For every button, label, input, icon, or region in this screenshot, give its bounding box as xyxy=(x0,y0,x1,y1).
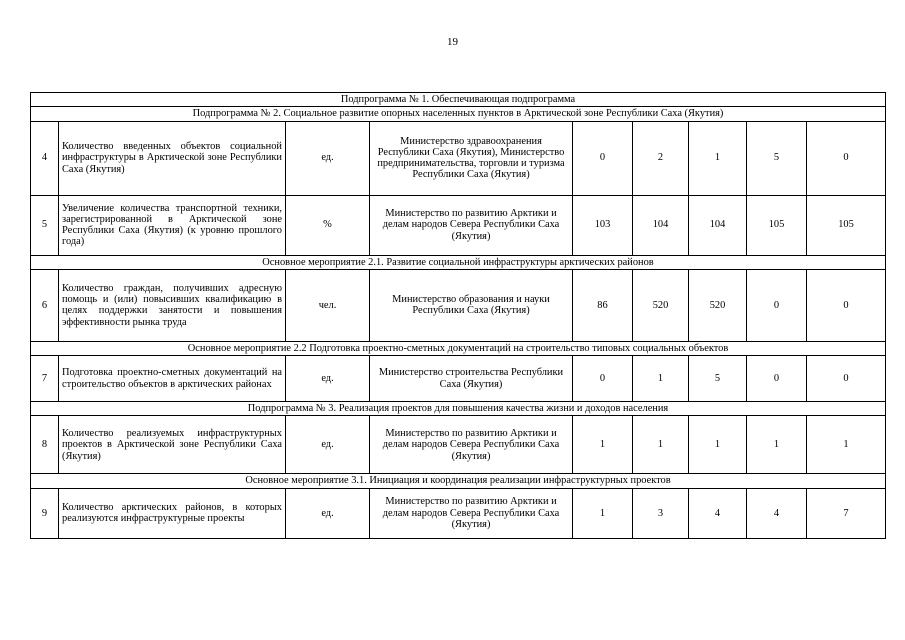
responsible-ministry: Министерство по развитию Арктики и делам народов Севера Республики Саха (Якутия) xyxy=(370,416,573,474)
value-col-5: 1 xyxy=(807,416,886,474)
value-col-4: 5 xyxy=(747,121,807,195)
responsible-ministry: Министерство строительства Республики Саха (Якутия) xyxy=(370,356,573,402)
section-row xyxy=(31,255,886,269)
table-row xyxy=(31,269,886,341)
value-col-2: 104 xyxy=(633,195,689,255)
table-row xyxy=(31,356,886,402)
unit-of-measure: ед. xyxy=(286,416,370,474)
indicator-name: Количество граждан, получивших адресную помощь и (или) повысивших квалификацию в целях поддержки занятости и повышения эффективности рынка труда xyxy=(59,269,286,341)
value-col-4: 0 xyxy=(747,356,807,402)
value-col-3: 1 xyxy=(689,121,747,195)
indicator-name: Количество реализуемых инфраструктурных проектов в Арктической зоне Республики Саха (Якутия) xyxy=(59,416,286,474)
unit-of-measure: ед. xyxy=(286,121,370,195)
value-col-2: 2 xyxy=(633,121,689,195)
value-col-5: 105 xyxy=(807,195,886,255)
table-row xyxy=(31,121,886,195)
section-title: Подпрограмма № 3. Реализация проектов для повышения качества жизни и доходов населения xyxy=(31,402,886,416)
page-number: 19 xyxy=(447,36,458,48)
row-number: 8 xyxy=(31,416,59,474)
table-row xyxy=(31,488,886,538)
value-col-1: 103 xyxy=(573,195,633,255)
value-col-1: 0 xyxy=(573,356,633,402)
unit-of-measure: ед. xyxy=(286,488,370,538)
responsible-ministry: Министерство по развитию Арктики и делам народов Севера Республики Саха (Якутия) xyxy=(370,488,573,538)
section-title: Основное мероприятие 3.1. Инициация и координация реализации инфраструктурных проектов xyxy=(31,474,886,488)
value-col-4: 0 xyxy=(747,269,807,341)
indicators-table xyxy=(30,92,886,539)
section-title: Подпрограмма № 2. Социальное развитие опорных населенных пунктов в Арктической зоне Республики Саха (Якутия) xyxy=(31,107,886,121)
value-col-4: 1 xyxy=(747,416,807,474)
row-number: 9 xyxy=(31,488,59,538)
row-number: 7 xyxy=(31,356,59,402)
value-col-2: 3 xyxy=(633,488,689,538)
value-col-2: 1 xyxy=(633,356,689,402)
value-col-3: 520 xyxy=(689,269,747,341)
row-number: 6 xyxy=(31,269,59,341)
section-row xyxy=(31,93,886,107)
value-col-3: 1 xyxy=(689,416,747,474)
unit-of-measure: ед. xyxy=(286,356,370,402)
table-row xyxy=(31,195,886,255)
section-title: Основное мероприятие 2.1. Развитие социальной инфраструктуры арктических районов xyxy=(31,255,886,269)
table-row xyxy=(31,416,886,474)
unit-of-measure: чел. xyxy=(286,269,370,341)
value-col-2: 1 xyxy=(633,416,689,474)
row-number: 4 xyxy=(31,121,59,195)
section-row xyxy=(31,474,886,488)
value-col-4: 105 xyxy=(747,195,807,255)
value-col-4: 4 xyxy=(747,488,807,538)
value-col-1: 1 xyxy=(573,488,633,538)
section-title: Подпрограмма № 1. Обеспечивающая подпрограмма xyxy=(31,93,886,107)
value-col-1: 1 xyxy=(573,416,633,474)
indicator-name: Подготовка проектно-сметных документаций на строительство объектов в арктических районах xyxy=(59,356,286,402)
unit-of-measure: % xyxy=(286,195,370,255)
value-col-3: 104 xyxy=(689,195,747,255)
value-col-1: 86 xyxy=(573,269,633,341)
value-col-3: 5 xyxy=(689,356,747,402)
value-col-5: 0 xyxy=(807,356,886,402)
indicator-name: Увеличение количества транспортной техники, зарегистрированной в Арктической зоне Республики Саха (Якутия) (к уровню прошлого года) xyxy=(59,195,286,255)
responsible-ministry: Министерство образования и науки Республики Саха (Якутия) xyxy=(370,269,573,341)
section-row xyxy=(31,107,886,121)
value-col-1: 0 xyxy=(573,121,633,195)
value-col-5: 0 xyxy=(807,269,886,341)
section-row xyxy=(31,402,886,416)
value-col-3: 4 xyxy=(689,488,747,538)
responsible-ministry: Министерство здравоохранения Республики Саха (Якутия), Министерство предпринимательства, торговли и туризма Республики Саха (Якутия) xyxy=(370,121,573,195)
section-title: Основное мероприятие 2.2 Подготовка проектно-сметных документаций на строительство типовых социальных объектов xyxy=(31,341,886,355)
value-col-5: 0 xyxy=(807,121,886,195)
row-number: 5 xyxy=(31,195,59,255)
value-col-5: 7 xyxy=(807,488,886,538)
section-row xyxy=(31,341,886,355)
value-col-2: 520 xyxy=(633,269,689,341)
indicator-name: Количество арктических районов, в которых реализуются инфраструктурные проекты xyxy=(59,488,286,538)
responsible-ministry: Министерство по развитию Арктики и делам народов Севера Республики Саха (Якутия) xyxy=(370,195,573,255)
indicator-name: Количество введенных объектов социальной инфраструктуры в Арктической зоне Республики Саха (Якутия) xyxy=(59,121,286,195)
